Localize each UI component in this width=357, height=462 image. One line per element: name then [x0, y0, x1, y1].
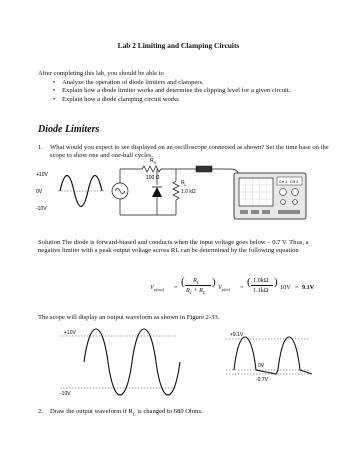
- rs-sub: S: [153, 161, 156, 165]
- scope-button: [278, 210, 300, 214]
- scope-knob: [292, 189, 299, 196]
- oscilloscope: [234, 173, 306, 219]
- limiter-equation: $V_{p(out)}$ = ( $R_L$ $R_1 + R_L$ ) $V_{p(in)}$ = ( 1.0kΩ 1.1kΩ ) 10V = 9.1V: [150, 276, 315, 296]
- scope-output-text: The scope will display an output waveform as shown in Figure 2-33.: [38, 314, 220, 321]
- resistor-rs: [120, 158, 206, 181]
- clipped-output-wave: [226, 332, 312, 383]
- eq-equals-3: =: [295, 284, 299, 291]
- eq-value: 10V: [280, 284, 291, 291]
- question-text: What would you expect to see displayed on an oscilloscope connected as shown? Set the time base on the scope to show one and one-half cycles.: [50, 144, 329, 160]
- scope-button: [251, 210, 259, 214]
- wave-in-bottom-label: -10V: [60, 391, 71, 397]
- objective-item: • Analyze the operation of diode limiters and clampers.: [53, 79, 328, 87]
- eq-vin: $V_{p(in)}$: [218, 284, 230, 293]
- scope-knob: [293, 200, 298, 205]
- limiter-circuit-diagram: [34, 158, 334, 229]
- wave-in-top-label: +10V: [64, 330, 76, 336]
- rl-name: R: [181, 180, 185, 186]
- eq-result: 9.1V: [302, 284, 315, 291]
- ac-source: [112, 169, 128, 215]
- eq-lhs: $V_{p(out)}$: [150, 284, 165, 293]
- scope-probe: [196, 166, 239, 177]
- section-heading: Diode Limiters: [38, 124, 100, 135]
- wave-out-top-label: +9.1V: [230, 332, 244, 338]
- objective-item: • Explain how a diode limiter works and determine the clipping level for a given circuit.: [53, 87, 328, 95]
- eq-frac2-num: 1.0kΩ: [253, 277, 269, 284]
- input-waveform: [36, 172, 104, 212]
- question-2: [38, 408, 330, 419]
- label-v-zero: 0V: [36, 189, 43, 195]
- wave-out-zero-label: 0V: [258, 363, 265, 369]
- page-title: Lab 2 Limiting and Clamping Circuits: [117, 41, 240, 50]
- rs-name: R: [150, 158, 154, 164]
- rl-value: 1.0 kΩ: [181, 189, 196, 195]
- fraction-bar: [251, 285, 273, 286]
- scope-ch1-label: CH 1: [279, 180, 288, 184]
- eq-equals-2: =: [240, 284, 244, 291]
- scope-button: [262, 210, 270, 214]
- eq-equals-1: =: [174, 284, 178, 291]
- eq-frac-den: $R_1 + R_L$: [186, 287, 206, 296]
- output-waveforms: [34, 326, 334, 398]
- question-number: 1.: [38, 144, 43, 151]
- scope-knob: [281, 200, 286, 205]
- objective-item: • Explain how a diode clamping circuit works: [53, 96, 328, 104]
- question-number: 2.: [38, 408, 43, 415]
- eq-frac2-den: 1.1kΩ: [253, 287, 269, 294]
- scope-knob: [280, 189, 287, 196]
- wave-out-bottom-label: -0.7V: [256, 377, 268, 383]
- solution-text: Solution The diode is forward-biased and conducts when the input voltage goes below – 0.7 V. Thus, a negative limiter with a peak output voltage across RL can be determined by the following equation: [38, 239, 309, 255]
- question-1: [38, 144, 330, 161]
- label-v-neg: -10V: [36, 206, 47, 212]
- scope-ch2-label: CH 2: [290, 180, 299, 184]
- question-text: Draw the output waveform if $R_L$ is changed to 680 Ohms.: [50, 408, 203, 417]
- fraction-bar: [185, 285, 211, 286]
- objectives-list: [53, 79, 328, 104]
- eq-frac-num: $R_L$: [193, 277, 200, 286]
- input-sine-wave: [60, 329, 180, 397]
- intro-text: After completing this lab, you should be able to: [38, 70, 164, 77]
- label-v-pos: +10V: [36, 172, 48, 178]
- resistor-rl: [173, 169, 196, 215]
- rs-value: 100 Ω: [146, 175, 160, 181]
- rl-sub: L: [184, 183, 187, 187]
- scope-button: [240, 210, 248, 214]
